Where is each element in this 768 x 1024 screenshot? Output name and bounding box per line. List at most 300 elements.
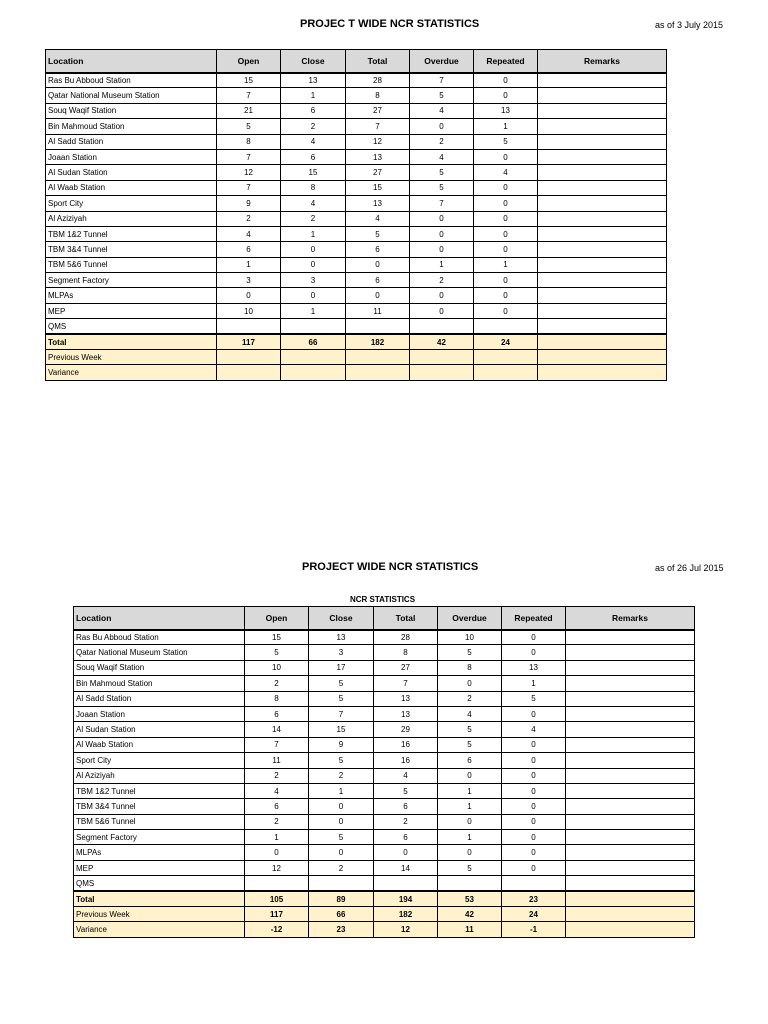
table-row <box>46 303 667 318</box>
location-cell: Segment Factory <box>74 830 245 845</box>
value-cell: 42 <box>438 907 502 922</box>
value-cell: 2 <box>217 211 281 226</box>
column-header: Repeated <box>502 607 566 630</box>
value-cell: 1 <box>309 783 374 798</box>
value-cell: 1 <box>217 257 281 272</box>
value-cell: 4 <box>474 165 538 180</box>
value-cell: 0 <box>309 799 374 814</box>
value-cell: 13 <box>309 630 374 645</box>
value-cell: 4 <box>438 706 502 721</box>
value-cell <box>438 876 502 891</box>
location-cell: Joaan Station <box>74 706 245 721</box>
value-cell <box>538 288 667 303</box>
value-cell: 8 <box>281 180 346 195</box>
column-header: Repeated <box>474 50 538 73</box>
previous-week-row <box>74 907 695 922</box>
table-row <box>74 691 695 706</box>
table-row <box>74 830 695 845</box>
value-cell: 0 <box>474 180 538 195</box>
value-cell: 4 <box>410 149 474 164</box>
value-cell: 23 <box>502 891 566 906</box>
value-cell: 0 <box>502 783 566 798</box>
location-cell: Total <box>46 334 217 349</box>
location-cell: Al Sudan Station <box>74 722 245 737</box>
value-cell: 11 <box>245 753 309 768</box>
value-cell: 16 <box>374 753 438 768</box>
value-cell: 182 <box>374 907 438 922</box>
table-row <box>74 660 695 675</box>
value-cell: 0 <box>346 288 410 303</box>
location-cell: Joaan Station <box>46 149 217 164</box>
value-cell <box>566 660 695 675</box>
value-cell: 12 <box>217 165 281 180</box>
value-cell: 0 <box>474 273 538 288</box>
value-cell: 6 <box>281 103 346 118</box>
value-cell: 2 <box>245 676 309 691</box>
value-cell: 5 <box>217 119 281 134</box>
value-cell: 0 <box>410 288 474 303</box>
value-cell <box>538 180 667 195</box>
location-cell: Al Sadd Station <box>46 134 217 149</box>
value-cell: 0 <box>502 737 566 752</box>
location-cell: Al Aziziyah <box>46 211 217 226</box>
value-cell: 1 <box>281 226 346 241</box>
value-cell: 7 <box>374 676 438 691</box>
value-cell: 9 <box>217 196 281 211</box>
value-cell <box>566 814 695 829</box>
table-row <box>46 211 667 226</box>
value-cell: 1 <box>474 119 538 134</box>
value-cell: 0 <box>502 830 566 845</box>
column-header: Total <box>346 50 410 73</box>
value-cell <box>566 645 695 660</box>
table-header-row <box>46 50 667 73</box>
value-cell: 7 <box>217 88 281 103</box>
location-cell: Al Waab Station <box>74 737 245 752</box>
value-cell: 0 <box>410 242 474 257</box>
table-row <box>46 257 667 272</box>
value-cell: 0 <box>217 288 281 303</box>
value-cell: 0 <box>281 288 346 303</box>
value-cell: 105 <box>245 891 309 906</box>
value-cell: 0 <box>281 242 346 257</box>
table-row <box>46 242 667 257</box>
value-cell <box>566 691 695 706</box>
value-cell <box>566 891 695 906</box>
table-row <box>74 845 695 860</box>
value-cell: 2 <box>374 814 438 829</box>
location-cell: Previous Week <box>74 907 245 922</box>
value-cell: 2 <box>410 273 474 288</box>
value-cell: 2 <box>309 768 374 783</box>
value-cell <box>566 845 695 860</box>
value-cell: 29 <box>374 722 438 737</box>
value-cell: 4 <box>245 783 309 798</box>
value-cell <box>538 196 667 211</box>
value-cell <box>538 103 667 118</box>
value-cell: 24 <box>474 334 538 349</box>
value-cell <box>217 365 281 380</box>
value-cell: 13 <box>374 691 438 706</box>
value-cell: 0 <box>438 768 502 783</box>
value-cell: 8 <box>245 691 309 706</box>
value-cell <box>538 149 667 164</box>
location-cell: Qatar National Museum Station <box>46 88 217 103</box>
value-cell: 7 <box>309 706 374 721</box>
value-cell <box>538 273 667 288</box>
value-cell: 0 <box>309 814 374 829</box>
value-cell: 12 <box>346 134 410 149</box>
previous-week-row <box>46 350 667 365</box>
value-cell: 28 <box>346 73 410 88</box>
value-cell <box>217 319 281 334</box>
value-cell <box>566 630 695 645</box>
table-row <box>74 799 695 814</box>
value-cell: 6 <box>217 242 281 257</box>
value-cell: 0 <box>502 768 566 783</box>
value-cell: 5 <box>438 860 502 875</box>
location-cell: TBM 1&2 Tunnel <box>74 783 245 798</box>
value-cell <box>538 73 667 88</box>
value-cell <box>566 706 695 721</box>
value-cell: 15 <box>281 165 346 180</box>
location-cell: Al Sudan Station <box>46 165 217 180</box>
value-cell: 5 <box>410 165 474 180</box>
value-cell: 1 <box>502 676 566 691</box>
value-cell: 15 <box>217 73 281 88</box>
value-cell <box>538 257 667 272</box>
value-cell: 10 <box>217 303 281 318</box>
location-cell: MLPAs <box>46 288 217 303</box>
value-cell: 0 <box>502 706 566 721</box>
value-cell <box>566 753 695 768</box>
value-cell: 6 <box>374 830 438 845</box>
location-cell: Al Waab Station <box>46 180 217 195</box>
value-cell: 1 <box>281 88 346 103</box>
value-cell: 1 <box>438 783 502 798</box>
value-cell: 0 <box>474 149 538 164</box>
value-cell: 5 <box>438 722 502 737</box>
report-title: PROJEC T WIDE NCR STATISTICS <box>300 18 480 30</box>
value-cell: 14 <box>374 860 438 875</box>
column-header: Overdue <box>410 50 474 73</box>
value-cell: 6 <box>346 273 410 288</box>
table-row <box>46 88 667 103</box>
value-cell: 3 <box>309 645 374 660</box>
value-cell: 0 <box>410 119 474 134</box>
value-cell: 2 <box>281 211 346 226</box>
value-cell: 53 <box>438 891 502 906</box>
table-row <box>74 676 695 691</box>
value-cell <box>538 134 667 149</box>
value-cell: 4 <box>502 722 566 737</box>
value-cell: 28 <box>374 630 438 645</box>
location-cell: Total <box>74 891 245 906</box>
value-cell: 0 <box>281 257 346 272</box>
value-cell <box>566 830 695 845</box>
value-cell: 4 <box>410 103 474 118</box>
value-cell: 117 <box>217 334 281 349</box>
value-cell: 0 <box>474 288 538 303</box>
value-cell <box>474 319 538 334</box>
table-row <box>46 149 667 164</box>
column-header: Remarks <box>538 50 667 73</box>
location-cell: Variance <box>46 365 217 380</box>
value-cell: 14 <box>245 722 309 737</box>
value-cell: 2 <box>309 860 374 875</box>
table-row <box>74 876 695 891</box>
value-cell: 3 <box>281 273 346 288</box>
value-cell <box>410 319 474 334</box>
table-row <box>74 630 695 645</box>
location-cell: TBM 5&6 Tunnel <box>74 814 245 829</box>
column-header: Close <box>281 50 346 73</box>
value-cell: 0 <box>502 753 566 768</box>
value-cell: 6 <box>281 149 346 164</box>
value-cell: 5 <box>502 691 566 706</box>
value-cell: 15 <box>309 722 374 737</box>
value-cell: 2 <box>245 768 309 783</box>
value-cell <box>566 783 695 798</box>
value-cell: 0 <box>502 845 566 860</box>
value-cell: 27 <box>374 660 438 675</box>
value-cell: 6 <box>245 799 309 814</box>
value-cell <box>538 365 667 380</box>
value-cell: 23 <box>309 922 374 937</box>
value-cell: 0 <box>474 196 538 211</box>
value-cell: 5 <box>309 676 374 691</box>
value-cell: 13 <box>281 73 346 88</box>
value-cell: 1 <box>438 799 502 814</box>
table-row <box>74 753 695 768</box>
value-cell: 0 <box>309 845 374 860</box>
value-cell: 3 <box>217 273 281 288</box>
value-cell: 5 <box>410 180 474 195</box>
value-cell: 2 <box>245 814 309 829</box>
value-cell: 13 <box>346 196 410 211</box>
location-cell: TBM 3&4 Tunnel <box>46 242 217 257</box>
value-cell: 7 <box>410 73 474 88</box>
value-cell: 10 <box>245 660 309 675</box>
value-cell <box>566 722 695 737</box>
value-cell: 2 <box>438 691 502 706</box>
value-cell: 4 <box>217 226 281 241</box>
value-cell: 0 <box>502 860 566 875</box>
value-cell: 11 <box>346 303 410 318</box>
value-cell: 7 <box>217 180 281 195</box>
value-cell: 0 <box>410 211 474 226</box>
table-row <box>74 722 695 737</box>
value-cell: 5 <box>474 134 538 149</box>
column-header: Open <box>217 50 281 73</box>
column-header: Close <box>309 607 374 630</box>
value-cell <box>538 334 667 349</box>
table-row <box>46 180 667 195</box>
value-cell: 0 <box>502 814 566 829</box>
value-cell: 0 <box>474 242 538 257</box>
value-cell: 11 <box>438 922 502 937</box>
table-row <box>46 319 667 334</box>
location-cell: Sport City <box>46 196 217 211</box>
value-cell: 5 <box>309 830 374 845</box>
location-cell: Al Aziziyah <box>74 768 245 783</box>
value-cell: 0 <box>245 845 309 860</box>
column-header: Total <box>374 607 438 630</box>
value-cell <box>281 319 346 334</box>
value-cell: 66 <box>281 334 346 349</box>
location-cell: TBM 1&2 Tunnel <box>46 226 217 241</box>
value-cell: 10 <box>438 630 502 645</box>
table-row <box>46 103 667 118</box>
value-cell: 194 <box>374 891 438 906</box>
value-cell: -12 <box>245 922 309 937</box>
table-row <box>74 706 695 721</box>
value-cell: 24 <box>502 907 566 922</box>
table-row <box>46 119 667 134</box>
value-cell: 13 <box>474 103 538 118</box>
table-row <box>74 737 695 752</box>
table-row <box>46 288 667 303</box>
value-cell <box>538 226 667 241</box>
value-cell: 4 <box>281 134 346 149</box>
table-row <box>74 860 695 875</box>
location-cell: Sport City <box>74 753 245 768</box>
value-cell: 42 <box>410 334 474 349</box>
value-cell <box>346 350 410 365</box>
location-cell: Ras Bu Abboud Station <box>74 630 245 645</box>
total-row <box>46 334 667 349</box>
value-cell: 8 <box>346 88 410 103</box>
value-cell: 0 <box>438 676 502 691</box>
value-cell: 0 <box>474 88 538 103</box>
table-header-row <box>74 607 695 630</box>
value-cell <box>410 365 474 380</box>
value-cell: 8 <box>217 134 281 149</box>
value-cell <box>410 350 474 365</box>
value-cell: 15 <box>245 630 309 645</box>
value-cell: 0 <box>346 257 410 272</box>
location-cell: Al Sadd Station <box>74 691 245 706</box>
value-cell <box>374 876 438 891</box>
value-cell: 21 <box>217 103 281 118</box>
report-date: as of 3 July 2015 <box>655 20 724 30</box>
value-cell: 27 <box>346 103 410 118</box>
value-cell: 5 <box>374 783 438 798</box>
value-cell <box>346 365 410 380</box>
value-cell <box>566 907 695 922</box>
value-cell <box>566 768 695 783</box>
value-cell: 16 <box>374 737 438 752</box>
value-cell: 5 <box>346 226 410 241</box>
location-cell: MEP <box>46 303 217 318</box>
value-cell: 182 <box>346 334 410 349</box>
value-cell <box>346 319 410 334</box>
value-cell: 5 <box>410 88 474 103</box>
value-cell: 5 <box>309 753 374 768</box>
value-cell <box>566 799 695 814</box>
value-cell <box>566 676 695 691</box>
value-cell <box>538 242 667 257</box>
value-cell <box>474 350 538 365</box>
value-cell <box>217 350 281 365</box>
value-cell: 1 <box>281 303 346 318</box>
table-row <box>74 814 695 829</box>
value-cell: 0 <box>474 226 538 241</box>
value-cell: 6 <box>438 753 502 768</box>
value-cell: 1 <box>474 257 538 272</box>
value-cell: 4 <box>281 196 346 211</box>
value-cell: 13 <box>346 149 410 164</box>
value-cell: 8 <box>374 645 438 660</box>
value-cell: 0 <box>374 845 438 860</box>
value-cell: 6 <box>374 799 438 814</box>
value-cell <box>566 922 695 937</box>
value-cell: 5 <box>309 691 374 706</box>
variance-row <box>46 365 667 380</box>
location-cell: Bin Mahmoud Station <box>74 676 245 691</box>
table-row <box>74 783 695 798</box>
report-date: as of 26 Jul 2015 <box>655 563 724 573</box>
ncr-table <box>73 606 695 938</box>
table-row <box>46 273 667 288</box>
value-cell: 5 <box>438 645 502 660</box>
location-cell: MLPAs <box>74 845 245 860</box>
value-cell: 6 <box>245 706 309 721</box>
value-cell: 17 <box>309 660 374 675</box>
value-cell: 12 <box>374 922 438 937</box>
location-cell: Souq Waqif Station <box>46 103 217 118</box>
value-cell: 0 <box>474 211 538 226</box>
location-cell: Souq Waqif Station <box>74 660 245 675</box>
value-cell: 1 <box>410 257 474 272</box>
table-row <box>46 196 667 211</box>
location-cell: Variance <box>74 922 245 937</box>
value-cell: 0 <box>474 303 538 318</box>
ncr-table <box>45 49 667 381</box>
column-header: Location <box>46 50 217 73</box>
value-cell: 1 <box>438 830 502 845</box>
value-cell: 2 <box>410 134 474 149</box>
value-cell <box>309 876 374 891</box>
column-header: Location <box>74 607 245 630</box>
report-title: PROJECT WIDE NCR STATISTICS <box>302 561 479 573</box>
value-cell <box>538 88 667 103</box>
value-cell: 7 <box>346 119 410 134</box>
value-cell <box>281 365 346 380</box>
table-row <box>46 226 667 241</box>
value-cell: 0 <box>410 303 474 318</box>
value-cell: 117 <box>245 907 309 922</box>
value-cell: 15 <box>346 180 410 195</box>
location-cell: TBM 5&6 Tunnel <box>46 257 217 272</box>
value-cell: 4 <box>346 211 410 226</box>
value-cell: 7 <box>245 737 309 752</box>
variance-row <box>74 922 695 937</box>
value-cell: 7 <box>217 149 281 164</box>
total-row <box>74 891 695 906</box>
table-row <box>46 134 667 149</box>
value-cell <box>538 165 667 180</box>
value-cell: 4 <box>374 768 438 783</box>
value-cell: 9 <box>309 737 374 752</box>
value-cell: 5 <box>438 737 502 752</box>
value-cell <box>566 737 695 752</box>
value-cell: 1 <box>245 830 309 845</box>
value-cell: 13 <box>502 660 566 675</box>
value-cell <box>538 211 667 226</box>
value-cell <box>502 876 566 891</box>
location-cell: Segment Factory <box>46 273 217 288</box>
